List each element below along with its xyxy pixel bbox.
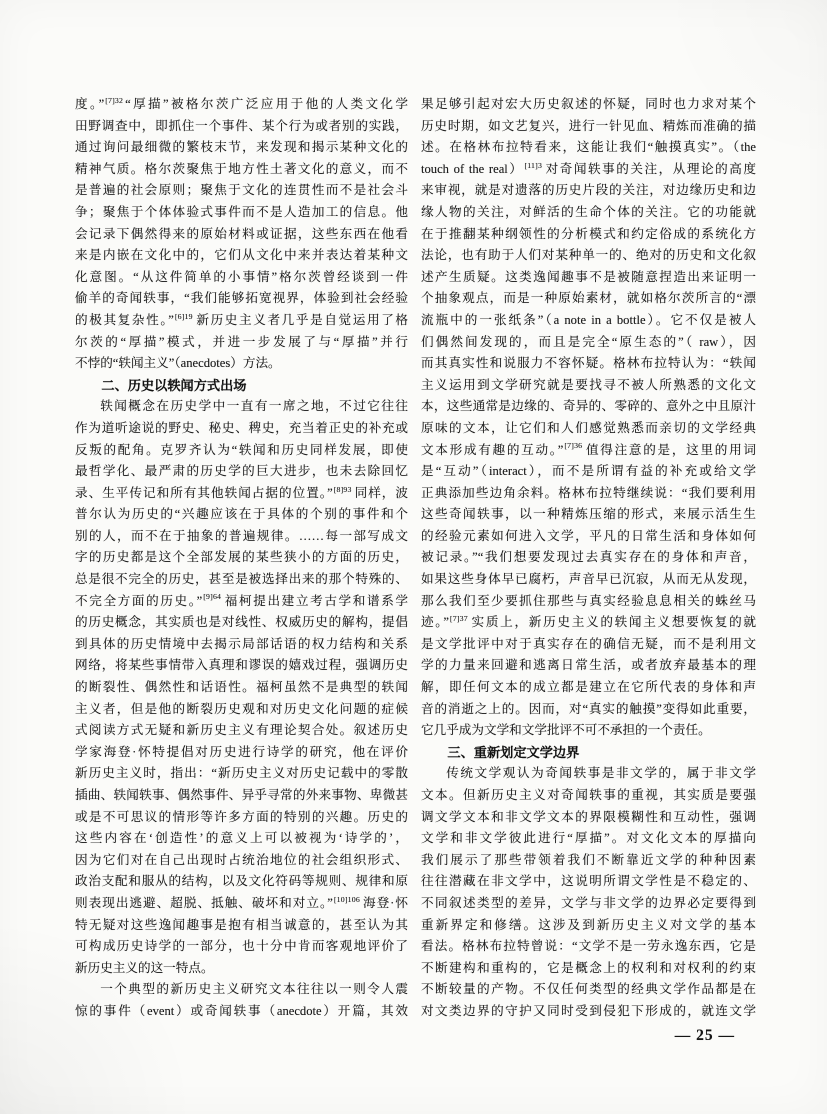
body-text-line: 本，这些通常是边缘的、奇异的、零碎的、意外之中且原汁 [421, 399, 756, 414]
body-text-line: 是“互动”（interact），而不是所谓有益的补充或给文学 [421, 464, 756, 479]
body-text-line: 普尔认为历史的“兴趣应该在于具体的个别的事件和个 [75, 507, 408, 522]
body-text-line: 学家海登·怀特提倡对历史进行诗学的研究，他在评价 [75, 744, 408, 759]
body-text-line: 新历史主义的这一特点。 [75, 960, 214, 975]
body-text-line: 调文学文本和非文学文本的界限模糊性和互动性，强调 [421, 809, 756, 824]
body-text-line: 主义者，但是他的断裂历史观和对历史文化问题的症候 [75, 701, 408, 716]
body-text-line: 的极其复杂性。”$^{[6]19}$ 新历史主义者几乎是自觉运用了格 [75, 311, 408, 327]
body-text-line: 那么我们至少要抓住那些与真实经验息息相关的蛛丝马 [421, 593, 756, 608]
body-text-line: 传统文学观认为奇闻轶事是非文学的，属于非文学 [446, 766, 756, 781]
body-text-line: 文本。但新历史主义对奇闻轶事的重视，其实质是要强 [421, 788, 756, 802]
citation-superscript: [7]32 [105, 95, 124, 105]
body-text-line: 文学和非文学彼此进行“厚描”。对文化文本的厚描向 [421, 831, 756, 846]
citation-superscript: [9]64 [203, 592, 222, 602]
body-text-line: 总是很不完全的历史，甚至是被选择出来的那个特殊的、 [75, 572, 408, 587]
section-heading: 三、重新划定文学边界 [447, 744, 580, 760]
body-text-line: 争；聚焦于个体体验式事件而不是人造加工的信息。他 [75, 204, 408, 219]
citation-superscript: [10]106 [333, 894, 360, 904]
body-text-line: 来是内嵌在文化中的，它们从文化中来并表达着某种文 [75, 248, 408, 263]
body-text-line: 插曲、轶闻轶事、偶然事件、异乎寻常的外来事物、卑微甚 [75, 788, 408, 802]
body-text-line: 度。”$^{[7]32}$ “厚描”被格尔茨广泛应用于他的人类文化学 [75, 95, 408, 111]
body-text-line: 文本形成有趣的互动。”$^{[7]36}$ 值得注意的是，这里的用词 [421, 441, 756, 457]
body-text-line: 被记录。”“我们想要发现过去真实存在的身体和声音， [421, 550, 756, 565]
body-text-line: 法论，也有助于人们对某种单一的、绝对的历史和文化叙 [421, 248, 756, 263]
body-text-line: 或是不可思议的情形等许多方面的特别的兴趣。历史的 [75, 809, 408, 824]
body-text-line: 最哲学化、最严肃的历史学的巨大进步，也未去除回忆 [75, 464, 408, 479]
body-text-line: 是文学批评中对于真实存在的确信无疑，而不是利用文 [421, 636, 756, 651]
body-text-line: 网络，将某些事情带入真理和谬误的嬉戏过程，强调历史 [75, 658, 408, 673]
body-text-line: 这些内容在‘创造性’的意义上可以被视为‘诗学的’， [75, 831, 408, 846]
body-text-line: 因为它们对在自己出现时占统治地位的社会组织形式、 [75, 852, 408, 867]
body-text-line: 政治支配和服从的结构，以及文化符码等规则、规律和原 [75, 874, 408, 889]
body-text-line: 式阅读方式无疑和新历史主义有理论契合处。叙述历史 [75, 723, 408, 738]
body-text-line: 不断建构和重构的，它是概念上的权利和对权利的约束 [421, 960, 756, 975]
body-text-line: 惊的事件（event）或奇闻轶事（anecdote）开篇，其效 [75, 1003, 408, 1018]
body-text-line: 到具体的历史情境中去揭示局部话语的权力结构和关系 [75, 636, 408, 651]
body-text-line: 作为道听途说的野史、秘史、稗史，充当着正史的补充或 [75, 420, 408, 435]
body-text-line: 学的力量来回避和逃离日常生活，或者放弃最基本的理 [421, 658, 756, 673]
body-text-line: 对文类边界的守护又同时受到侵犯下形成的，就连文学 [421, 1003, 756, 1018]
body-text-line: 往往潜藏在非文学中，这说明所谓文学性是不稳定的、 [421, 874, 756, 889]
body-text-line: 特无疑对这些逸闻趣事是抱有相当诚意的，甚至认为其 [75, 917, 408, 932]
body-text-line: 则表现出逃避、超脱、抵触、破坏和对立。”$^{[10]106}$ 海登·怀 [75, 894, 408, 910]
body-text-line: 的断裂性、偶然性和话语性。福柯虽然不是典型的轶闻 [75, 680, 408, 695]
body-text-line: 会记录下偶然得来的原始材料或证据，这些东西在他看 [75, 226, 408, 241]
body-text-line: 精神气质。格尔茨聚焦于地方性土著文化的意义，而不 [75, 161, 408, 176]
section-heading: 二、历史以轶闻方式出场 [101, 377, 247, 393]
body-text-line: 不同叙述类型的差异，文学与非文学的边界必定要得到 [421, 895, 756, 910]
citation-superscript: [11]3 [524, 160, 543, 170]
body-text-line: 不断较量的产物。不仅任何类型的经典文学作品都是在 [421, 982, 756, 997]
body-text-line: 一个典型的新历史主义研究文本往往以一则令人震 [100, 982, 408, 997]
body-text-line: 述。在格林布拉特看来，这能让我们“触摸真实”。（the [421, 140, 756, 155]
body-text-line: 新历史主义时，指出：“新历史主义对历史记载中的零散 [75, 766, 408, 781]
body-text-line: 迹。”$^{[7]37}$ 实质上，新历史主义的轶闻主义想要恢复的就 [421, 614, 757, 630]
body-text-line: 不悖的“轶闻主义”（anecdotes）方法。 [75, 356, 281, 371]
body-text-line: 如果这些身体早已腐朽，声音早已沉寂，从而无从发现， [421, 572, 756, 587]
body-text-line: 这些奇闻轶事，以一种精炼压缩的形式，来展示活生生 [421, 507, 756, 522]
body-text-line: 是普遍的社会原则；聚焦于文化的连贯性而不是社会斗 [75, 183, 408, 198]
citation-superscript: [7]36 [564, 441, 583, 451]
body-text-line: 重新界定和修缮。这涉及到新历史主义对文学的基本 [421, 917, 756, 932]
citation-superscript: [6]19 [174, 311, 193, 321]
citation-superscript: [7]37 [449, 614, 468, 624]
body-text-line: 们偶然间发现的，而且是完全“原生态的”（ raw），因 [421, 334, 756, 349]
body-text-line: 看法。格林布拉特曾说：“文学不是一劳永逸东西，它是 [421, 939, 756, 954]
body-text-line: 的历史概念，其实质也是对线性、权威历史的解构，提倡 [75, 615, 408, 630]
body-text-line: 原味的文本，让它们和人们感觉熟悉而亲切的文学经典 [421, 420, 756, 435]
body-text-line: 在于推翻某种纲领性的分析模式和约定俗成的系统化方 [421, 226, 756, 241]
body-text-line: 而其真实性和说服力不容怀疑。格林布拉特认为：“轶闻 [421, 356, 756, 371]
body-text-line: 缘人物的关注，对鲜活的生命个体的关注。它的功能就 [421, 204, 756, 219]
body-text-line: 化意图。“从这件简单的小事情”格尔茨曾经谈到一件 [75, 269, 408, 284]
body-text-line: 音的消逝之上的。因而，对“真实的触摸”变得如此重要， [421, 701, 756, 716]
body-text-line: touch of the real）$^{[11]3}$ 对奇闻轶事的关注，从理论的高度 [421, 160, 756, 176]
body-text-line: 流瓶中的一张纸条”（a note in a bottle）。它不仅是被人 [421, 312, 756, 327]
body-text-line: 可构成历史诗学的一部分，也十分中肯而客观地评价了 [75, 939, 408, 954]
body-text-line: 历史时期，如文艺复兴，进行一针见血、精炼而准确的描 [421, 118, 756, 133]
body-text-line: 它几乎成为文学和文学批评不可不承担的一个责任。 [421, 723, 711, 738]
body-text-line: 别的人，而不在于抽象的普遍规律。……每一部写成文 [75, 528, 408, 543]
body-text-line: 来审视，就是对遗落的历史片段的关注，对边缘历史和边 [421, 183, 756, 198]
body-text-line: 解，即任何文本的成立都是建立在它所代表的身体和声 [421, 680, 756, 695]
body-text-line: 通过询问最细微的繁枝末节，来发现和揭示某种文化的 [75, 140, 408, 155]
text-column-left [75, 94, 408, 1023]
body-text-line: 田野调查中，即抓住一个事件、某个行为或者别的实践， [75, 118, 408, 133]
body-text-line: 述产生质疑。这类逸闻趣事不是被随意捏造出来证明一 [421, 269, 756, 284]
body-text-line: 尔茨的“厚描”模式，并进一步发展了与“厚描”并行 [75, 334, 408, 349]
body-text-line: 反叛的配角。克罗齐认为“轶闻和历史同样发展，即使 [75, 442, 408, 457]
text-column-right [421, 94, 756, 1023]
body-text-line: 我们展示了那些带领着我们不断靠近文学的种种因素 [421, 852, 756, 867]
body-text-line: 轶闻概念在历史学中一直有一席之地，不过它往往 [100, 399, 408, 414]
body-text-line: 偷羊的奇闻轶事，“我们能够拓宽视界，体验到社会经验 [75, 291, 408, 306]
body-text-line: 字的历史都是这个全部发展的某些狭小的方面的历史， [75, 550, 408, 565]
body-text-line: 个抽象观点，而是一种原始素材，就如格尔茨所言的“漂 [421, 291, 756, 306]
body-text-line: 果足够引起对宏大历史叙述的怀疑，同时也力求对某个 [421, 97, 756, 111]
body-text-line: 主义运用到文学研究就是要找寻不被人所熟悉的文化文 [421, 377, 756, 392]
body-text-line: 录、生平传记和所有其他轶闻占据的位置。”$^{[8]93}$ 同样，波 [75, 484, 408, 500]
body-text-line: 的经验元素如何进入文学，平凡的日常生活和身体如何 [421, 528, 756, 543]
body-text-line: 正典添加些边角余料。格林布拉特继续说：“我们要利用 [421, 485, 756, 500]
page-number: — 25 — [674, 1027, 735, 1044]
citation-superscript: [8]93 [333, 484, 352, 494]
body-text-line: 不完全方面的历史。”$^{[9]64}$ 福柯提出建立考古学和谱系学 [75, 592, 408, 608]
